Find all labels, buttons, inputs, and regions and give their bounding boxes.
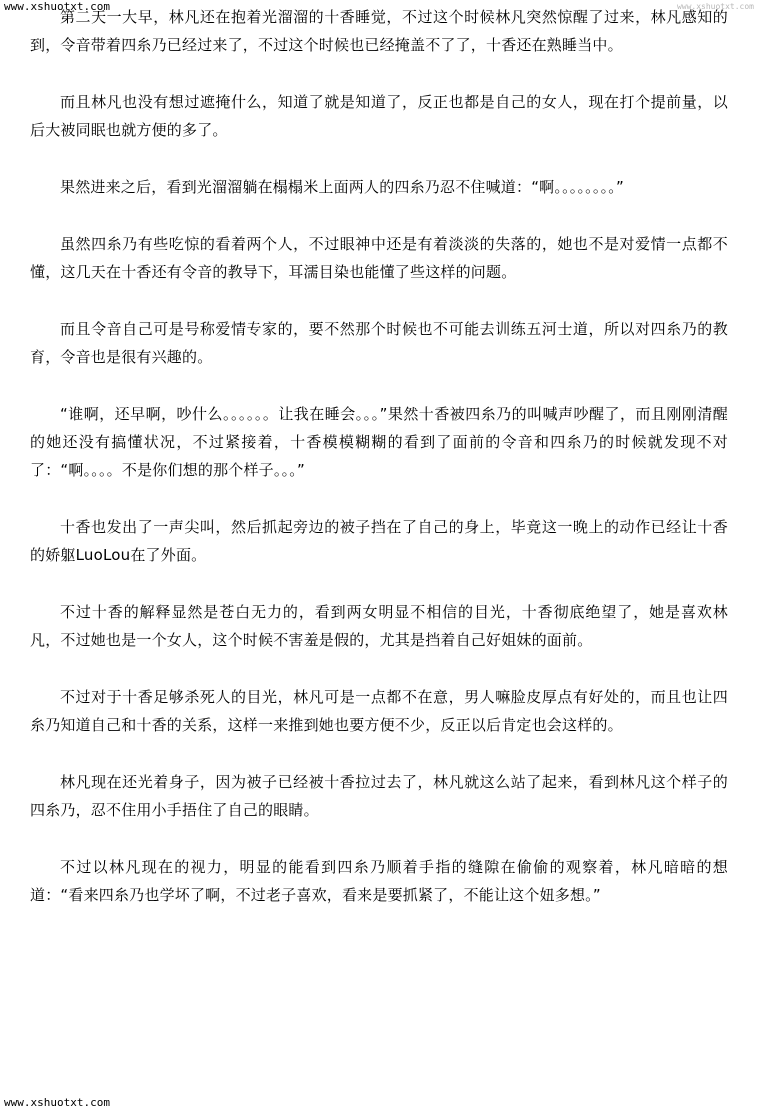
article-body (30, 3, 728, 909)
paragraph-8: 不过十香的解释显然是苍白无力的，看到两女明显不相信的目光，十香彻底绝望了，她是喜欢林凡，不过她也是一个女人，这个时候不害羞是假的，尤其是挡着自己好姐妹的面前。 (30, 603, 728, 649)
paragraph-4: 虽然四糸乃有些吃惊的看着两个人，不过眼神中还是有着淡淡的失落的，她也不是对爱情一点都不懂，这几天在十香还有令音的教导下，耳濡目染也能懂了些这样的问题。 (30, 235, 728, 281)
paragraph-5: 而且令音自己可是号称爱情专家的，要不然那个时候也不可能去训练五河士道，所以对四糸乃的教育，令音也是很有兴趣的。 (30, 320, 728, 366)
paragraph-3: 果然进来之后，看到光溜溜躺在榻榻米上面两人的四糸乃忍不住喊道：“啊。。。。。。。。” (60, 178, 624, 196)
paragraph-1: 第二天一大早，林凡还在抱着光溜溜的十香睡觉，不过这个时候林凡突然惊醒了过来，林凡感知的到，令音带着四糸乃已经过来了，不过这个时候也已经掩盖不了了，十香还在熟睡当中。 (30, 8, 728, 54)
paragraph-11: 不过以林凡现在的视力，明显的能看到四糸乃顺着手指的缝隙在偷偷的观察着，林凡暗暗的想道：“看来四糸乃也学坏了啊，不过老子喜欢，看来是要抓紧了，不能让这个妞多想。” (30, 858, 728, 904)
watermark-top: www.xshuotxt.com (4, 0, 110, 13)
paragraph-6: “谁啊，还早啊，吵什么。。。。。。让我在睡会。。。”果然十香被四糸乃的叫喊声吵醒了，而且刚刚清醒的她还没有搞懂状况，不过紧接着，十香模模糊糊的看到了面前的令音和四糸乃的时候就发现不对了：“啊。。。。不是你们想的那个样子。。。” (30, 405, 728, 479)
paragraph-7: 十香也发出了一声尖叫，然后抓起旁边的被子挡在了自己的身上，毕竟这一晚上的动作已经让十香的娇躯LuoLou在了外面。 (30, 518, 728, 564)
paragraph-9: 不过对于十香足够杀死人的目光，林凡可是一点都不在意，男人嘛脸皮厚点有好处的，而且也让四糸乃知道自己和十香的关系，这样一来推到她也要方便不少，反正以后肯定也会这样的。 (30, 688, 728, 734)
watermark-top-right: www.xshuotxt.com (676, 2, 754, 11)
paragraph-2: 而且林凡也没有想过遮掩什么，知道了就是知道了，反正也都是自己的女人，现在打个提前量，以后大被同眠也就方便的多了。 (30, 93, 728, 139)
paragraph-10: 林凡现在还光着身子，因为被子已经被十香拉过去了，林凡就这么站了起来，看到林凡这个样子的四糸乃，忍不住用小手捂住了自己的眼睛。 (30, 773, 728, 819)
watermark-bottom: www.xshuotxt.com (4, 1096, 110, 1109)
